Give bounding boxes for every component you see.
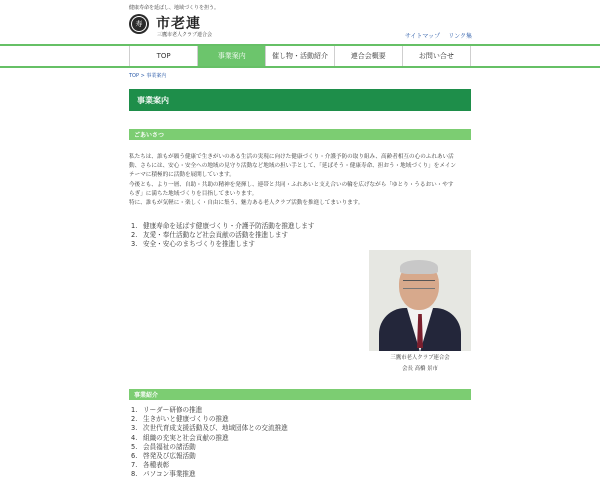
business-item-text: 啓発及び広報活動	[143, 452, 196, 461]
main-nav	[129, 46, 471, 66]
business-list	[131, 406, 288, 480]
portrait-hair	[400, 260, 438, 274]
portrait-caption-org: 三鷹市老人クラブ連合会	[390, 355, 450, 361]
list-item: 3. 安全・安心のまちづくりを推進します	[131, 240, 256, 249]
list-item: 8. パソコン事業推進	[131, 470, 196, 479]
list-item: 6. 啓発及び広報活動	[131, 452, 196, 461]
business-item-text: 会員福祉の諸活動	[143, 442, 196, 451]
nav-item-top[interactable]: TOP	[129, 46, 197, 66]
list-item: 3. 次世代育成支援活動及び、地域団体との交流推進	[131, 424, 288, 433]
greeting-line: らぎ」に満ちた地域づくりを目指してまいります。	[129, 190, 258, 197]
logo-title[interactable]: 市老連	[156, 16, 201, 32]
list-item: 7. 各種表彰	[131, 461, 170, 470]
business-item-text: 生きがいと健康づくりの推進	[143, 415, 229, 424]
greeting-line: 今後とも、より一層、自助・共助の精神を発揮し、連帯と共同・ふれあいと支え合いの輪を広げながら「ゆとり・うるおい・やす	[129, 181, 454, 188]
portrait-glasses	[403, 280, 435, 289]
nav-item-business[interactable]: 事業案内	[197, 46, 265, 66]
business-item-text: パソコン事業推進	[143, 470, 196, 479]
list-item: 2. 友愛・奉仕活動など社会貢献の活動を推進します	[131, 231, 289, 240]
links-page-link[interactable]: リンク集	[448, 33, 472, 40]
goal-text: 安全・安心のまちづくりを推進します	[143, 240, 256, 249]
business-item-text: 各種表彰	[143, 461, 170, 470]
greeting-heading: ごあいさつ	[129, 129, 471, 140]
greeting-line: テーマに積極的に活動を展開しています。	[129, 172, 235, 179]
page-title: 事業案内	[129, 89, 471, 111]
nav-item-about[interactable]: 連合会概要	[334, 46, 402, 66]
breadcrumb[interactable]: TOP > 事業案内	[129, 73, 167, 79]
business-item-text: リーダー研修の推進	[143, 406, 203, 414]
logo-emblem-icon[interactable]: 寿	[129, 14, 149, 34]
greeting-line: 私たちは、誰もが願う健康で生きがいのある生活の実現に向けた健康づくり・介護予防の取り組み、高齢者相互の心のふれあい活	[129, 154, 454, 160]
sitemap-link[interactable]: サイトマップ	[404, 33, 441, 40]
list-item: 1. 健康寿命を延ばす健康づくり・介護予防活動を推進します	[131, 222, 315, 230]
utility-links	[399, 31, 472, 40]
business-item-text: 組織の充実と社会貢献の推進	[143, 433, 229, 442]
nav-bottom-border	[0, 66, 600, 68]
site-header	[0, 0, 600, 44]
goal-text: 友愛・奉仕活動など社会貢献の活動を推進します	[143, 231, 289, 240]
greeting-line: 特に、誰もが気軽に・楽しく・自由に集う、魅力ある老人クラブ活動を推進してまいります。	[129, 200, 364, 207]
site-tagline: 健康寿命を延ばし、地域づくりを担う。	[129, 5, 220, 11]
nav-item-contact[interactable]: お問い合せ	[402, 46, 471, 66]
list-item: 1. リーダー研修の推進	[131, 406, 203, 414]
greeting-text	[129, 153, 471, 208]
goals-list	[131, 222, 314, 250]
list-item: 2. 生きがいと健康づくりの推進	[131, 415, 229, 424]
list-item: 4. 組織の充実と社会貢献の推進	[131, 433, 229, 442]
logo-subtitle: 三鷹市老人クラブ連合会	[157, 32, 213, 38]
business-heading: 事業紹介	[129, 389, 471, 400]
president-portrait	[369, 250, 471, 351]
list-item: 5. 会員福祉の諸活動	[131, 442, 196, 451]
goal-text: 健康寿命を延ばす健康づくり・介護予防活動を推進します	[143, 222, 315, 230]
business-item-text: 次世代育成支援活動及び、地域団体との交流推進	[143, 424, 288, 433]
nav-item-events[interactable]: 催し物・活動紹介	[265, 46, 333, 66]
greeting-line: 動、さらには、安心・安全への地域の見守り活動など地域の担い手として、「延ばそう・健康寿命、担おう・地域づくり」をメイン	[129, 163, 457, 170]
portrait-caption-name: 会長 高橋 景市	[402, 366, 438, 372]
